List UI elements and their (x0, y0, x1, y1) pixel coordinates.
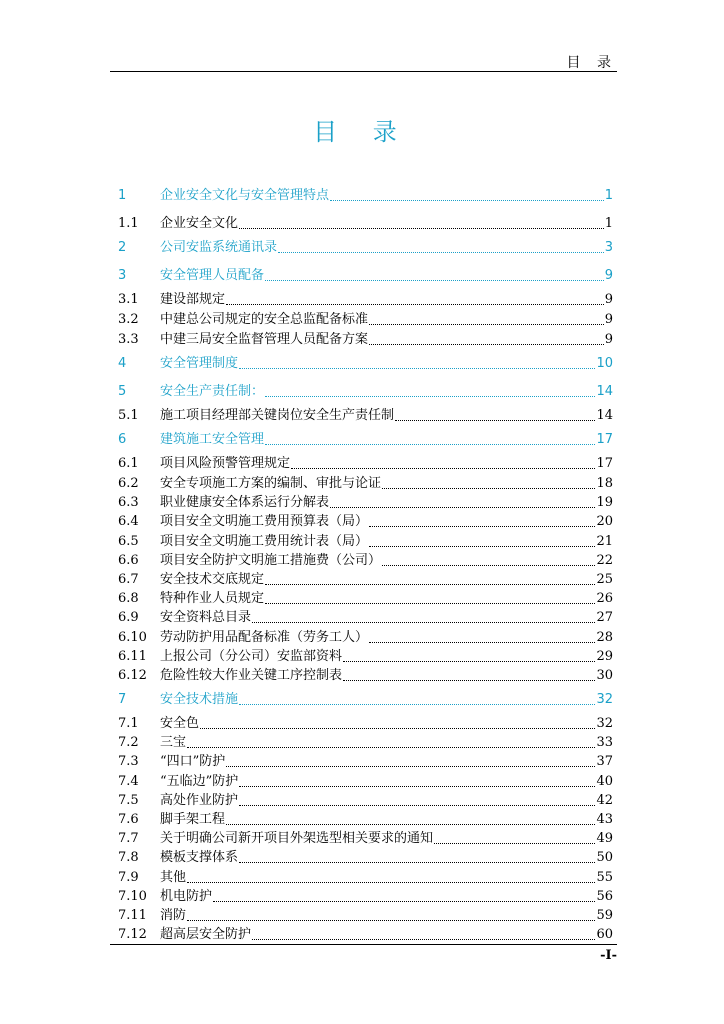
toc-entry-number: 7.4 (118, 774, 139, 789)
toc-section-entry[interactable] (110, 827, 613, 847)
toc-entry-number: 6.4 (118, 514, 139, 529)
toc-entry-label: 模板支撑体系 (160, 850, 239, 865)
toc-entry-page: 1 (604, 188, 613, 203)
toc-entry-label: 安全专项施工方案的编制、审批与论证 (160, 476, 382, 491)
toc-dot-leader (226, 766, 595, 767)
toc-section-entry[interactable] (110, 923, 613, 943)
toc-chapter-entry[interactable] (110, 352, 613, 372)
toc-dot-leader (291, 468, 595, 469)
toc-section-entry[interactable] (110, 568, 613, 588)
toc-entry-number: 3.1 (118, 292, 139, 307)
toc-dot-leader (382, 488, 595, 489)
toc-dot-leader (395, 420, 595, 421)
toc-entry-number: 7.2 (118, 735, 139, 750)
toc-entry-label: 三宝 (160, 735, 187, 750)
toc-entry-label: “五临边”防护 (160, 774, 239, 789)
toc-dot-leader (187, 747, 595, 748)
toc-entry-page: 43 (596, 812, 613, 827)
toc-entry-label: 企业安全文化与安全管理特点 (160, 188, 330, 203)
toc-dot-leader (239, 228, 604, 229)
toc-dot-leader (265, 444, 595, 445)
toc-section-entry[interactable] (110, 866, 613, 886)
toc-entry-number: 7.6 (118, 812, 139, 827)
toc-dot-leader (226, 824, 595, 825)
toc-section-entry[interactable] (110, 750, 613, 770)
toc-entry-page: 30 (596, 668, 613, 683)
toc-entry-page: 42 (596, 793, 613, 808)
toc-entry-number: 7.3 (118, 754, 139, 769)
toc-entry-label: 安全生产责任制： (160, 384, 265, 399)
toc-entry-label: 项目安全防护文明施工措施费（公司） (160, 553, 382, 568)
toc-entry-page: 37 (596, 754, 613, 769)
toc-entry-page: 21 (596, 534, 613, 549)
toc-section-entry[interactable] (110, 645, 613, 665)
toc-entry-number: 7.1 (118, 716, 139, 731)
toc-dot-leader (226, 304, 604, 305)
toc-entry-page: 17 (596, 456, 613, 471)
toc-chapter-entry[interactable] (110, 380, 613, 400)
toc-entry-page: 17 (596, 432, 613, 447)
toc-section-entry[interactable] (110, 846, 613, 866)
toc-section-entry[interactable] (110, 712, 613, 732)
toc-entry-label: 危险性较大作业关键工序控制表 (160, 668, 343, 683)
toc-entry-number: 6 (118, 432, 127, 447)
toc-entry-page: 32 (596, 692, 613, 707)
toc-entry-page: 14 (596, 408, 613, 423)
toc-entry-page: 18 (596, 476, 613, 491)
toc-entry-label: 项目安全文明施工费用统计表（局） (160, 534, 369, 549)
toc-entry-number: 6.10 (118, 630, 147, 645)
toc-entry-page: 55 (596, 870, 613, 885)
toc-chapter-entry[interactable] (110, 264, 613, 284)
toc-entry-label: 脚手架工程 (160, 812, 226, 827)
toc-entry-number: 6.5 (118, 534, 139, 549)
toc-dot-leader (252, 622, 595, 623)
toc-entry-label: 机电防护 (160, 889, 213, 904)
toc-section-entry[interactable] (110, 452, 613, 472)
toc-entry-number: 5.1 (118, 408, 139, 423)
toc-entry-number: 1.1 (118, 216, 139, 231)
toc-entry-number: 6.1 (118, 456, 139, 471)
toc-chapter-entry[interactable] (110, 428, 613, 448)
toc-entry-label: 中建三局安全监督管理人员配备方案 (160, 332, 369, 347)
toc-entry-page: 59 (596, 908, 613, 923)
toc-chapter-entry[interactable] (110, 184, 613, 204)
toc-entry-page: 22 (596, 553, 613, 568)
toc-section-entry[interactable] (110, 587, 613, 607)
toc-entry-page: 28 (596, 630, 613, 645)
toc-entry-label: 安全技术交底规定 (160, 572, 265, 587)
toc-section-entry[interactable] (110, 472, 613, 492)
toc-dot-leader (434, 843, 595, 844)
toc-dot-leader (239, 786, 595, 787)
toc-dot-leader (369, 546, 595, 547)
toc-dot-leader (200, 728, 595, 729)
toc-entry-page: 50 (596, 850, 613, 865)
header-divider (110, 71, 617, 72)
toc-entry-number: 3.3 (118, 332, 139, 347)
toc-dot-leader (278, 252, 604, 253)
toc-dot-leader (369, 526, 595, 527)
toc-entry-label: 项目安全文明施工费用预算表（局） (160, 514, 369, 529)
toc-chapter-entry[interactable] (110, 236, 613, 256)
toc-entry-page: 14 (596, 384, 613, 399)
toc-entry-number: 7 (118, 692, 127, 707)
toc-entry-number: 7.12 (118, 927, 147, 942)
toc-section-entry[interactable] (110, 328, 613, 348)
toc-dot-leader (369, 344, 604, 345)
toc-entry-label: 安全资料总目录 (160, 610, 252, 625)
toc-entry-number: 6.2 (118, 476, 139, 491)
toc-dot-leader (330, 200, 604, 201)
toc-entry-number: 3 (118, 268, 127, 283)
toc-section-entry[interactable] (110, 510, 613, 530)
toc-entry-number: 6.7 (118, 572, 139, 587)
toc-dot-leader (187, 920, 595, 921)
toc-entry-number: 7.5 (118, 793, 139, 808)
toc-section-entry[interactable] (110, 885, 613, 905)
toc-entry-number: 7.10 (118, 889, 147, 904)
toc-entry-number: 7.7 (118, 831, 139, 846)
toc-entry-page: 32 (596, 716, 613, 731)
toc-dot-leader (343, 661, 595, 662)
toc-entry-page: 3 (604, 240, 613, 255)
toc-dot-leader (265, 280, 604, 281)
toc-dot-leader (213, 901, 595, 902)
toc-section-entry[interactable] (110, 606, 613, 626)
toc-section-entry[interactable] (110, 808, 613, 828)
toc-entry-number: 7.9 (118, 870, 139, 885)
toc-entry-page: 1 (604, 216, 613, 231)
toc-section-entry[interactable] (110, 731, 613, 751)
toc-dot-leader (265, 396, 595, 397)
toc-dot-leader (239, 368, 595, 369)
toc-dot-leader (265, 584, 595, 585)
toc-entry-page: 9 (604, 312, 613, 327)
toc-section-entry[interactable] (110, 288, 613, 308)
toc-entry-number: 3.2 (118, 312, 139, 327)
toc-dot-leader (239, 704, 595, 705)
toc-section-entry[interactable] (110, 530, 613, 550)
toc-dot-leader (252, 939, 595, 940)
footer-divider (110, 944, 617, 945)
page-number: -I- (600, 948, 617, 963)
toc-entry-page: 9 (604, 332, 613, 347)
toc-entry-number: 6.6 (118, 553, 139, 568)
toc-entry-label: “四口”防护 (160, 754, 226, 769)
toc-entry-page: 20 (596, 514, 613, 529)
toc-section-entry[interactable] (110, 626, 613, 646)
toc-entry-number: 6.8 (118, 591, 139, 606)
toc-entry-label: 职业健康安全体系运行分解表 (160, 495, 330, 510)
page-title: 目 录 (313, 118, 411, 146)
toc-entry-number: 6.3 (118, 495, 139, 510)
toc-chapter-entry[interactable] (110, 688, 613, 708)
toc-entry-label: 特种作业人员规定 (160, 591, 265, 606)
toc-entry-number: 7.8 (118, 850, 139, 865)
toc-entry-number: 6.12 (118, 668, 147, 683)
toc-section-entry[interactable] (110, 549, 613, 569)
toc-entry-number: 2 (118, 240, 127, 255)
toc-entry-label: 消防 (160, 908, 187, 923)
toc-entry-label: 公司安监系统通讯录 (160, 240, 278, 255)
running-header: 目 录 (566, 55, 617, 71)
toc-dot-leader (265, 603, 595, 604)
toc-section-entry[interactable] (110, 904, 613, 924)
toc-entry-label: 企业安全文化 (160, 216, 239, 231)
toc-entry-page: 60 (596, 927, 613, 942)
toc-entry-page: 9 (604, 292, 613, 307)
toc-entry-label: 关于明确公司新开项目外架选型相关要求的通知 (160, 831, 434, 846)
toc-entry-number: 6.9 (118, 610, 139, 625)
toc-entry-page: 25 (596, 572, 613, 587)
toc-entry-page: 19 (596, 495, 613, 510)
toc-entry-label: 建筑施工安全管理 (160, 432, 265, 447)
toc-entry-number: 7.11 (118, 908, 147, 923)
toc-entry-page: 26 (596, 591, 613, 606)
toc-entry-page: 27 (596, 610, 613, 625)
toc-section-entry[interactable] (110, 789, 613, 809)
toc-entry-number: 4 (118, 356, 127, 371)
toc-entry-number: 5 (118, 384, 127, 399)
toc-dot-leader (330, 507, 595, 508)
toc-entry-page: 49 (596, 831, 613, 846)
toc-entry-page: 33 (596, 735, 613, 750)
toc-entry-label: 超高层安全防护 (160, 927, 252, 942)
toc-entry-number: 6.11 (118, 649, 147, 664)
toc-entry-page: 9 (604, 268, 613, 283)
toc-dot-leader (369, 642, 595, 643)
toc-entry-label: 上报公司（分公司）安监部资料 (160, 649, 343, 664)
toc-entry-page: 29 (596, 649, 613, 664)
toc-entry-label: 安全管理制度 (160, 356, 239, 371)
toc-dot-leader (239, 805, 595, 806)
toc-section-entry[interactable] (110, 664, 613, 684)
toc-entry-page: 40 (596, 774, 613, 789)
toc-dot-leader (382, 565, 595, 566)
toc-entry-label: 安全色 (160, 716, 200, 731)
toc-entry-label: 劳动防护用品配备标准（劳务工人） (160, 630, 369, 645)
toc-dot-leader (369, 324, 604, 325)
toc-entry-label: 高处作业防护 (160, 793, 239, 808)
toc-section-entry[interactable] (110, 308, 613, 328)
toc-entry-label: 项目风险预警管理规定 (160, 456, 291, 471)
toc-entry-label: 施工项目经理部关键岗位安全生产责任制 (160, 408, 395, 423)
toc-entry-label: 安全技术措施 (160, 692, 239, 707)
toc-entry-page: 10 (596, 356, 613, 371)
toc-dot-leader (239, 862, 595, 863)
toc-dot-leader (187, 882, 595, 883)
toc-entry-label: 其他 (160, 870, 187, 885)
toc-entry-label: 安全管理人员配备 (160, 268, 265, 283)
toc-entry-page: 56 (596, 889, 613, 904)
toc-entry-label: 建设部规定 (160, 292, 226, 307)
toc-section-entry[interactable] (110, 770, 613, 790)
toc-section-entry[interactable] (110, 212, 613, 232)
toc-section-entry[interactable] (110, 404, 613, 424)
toc-section-entry[interactable] (110, 491, 613, 511)
toc-dot-leader (343, 680, 595, 681)
toc-entry-label: 中建总公司规定的安全总监配备标准 (160, 312, 369, 327)
toc-entry-number: 1 (118, 188, 127, 203)
